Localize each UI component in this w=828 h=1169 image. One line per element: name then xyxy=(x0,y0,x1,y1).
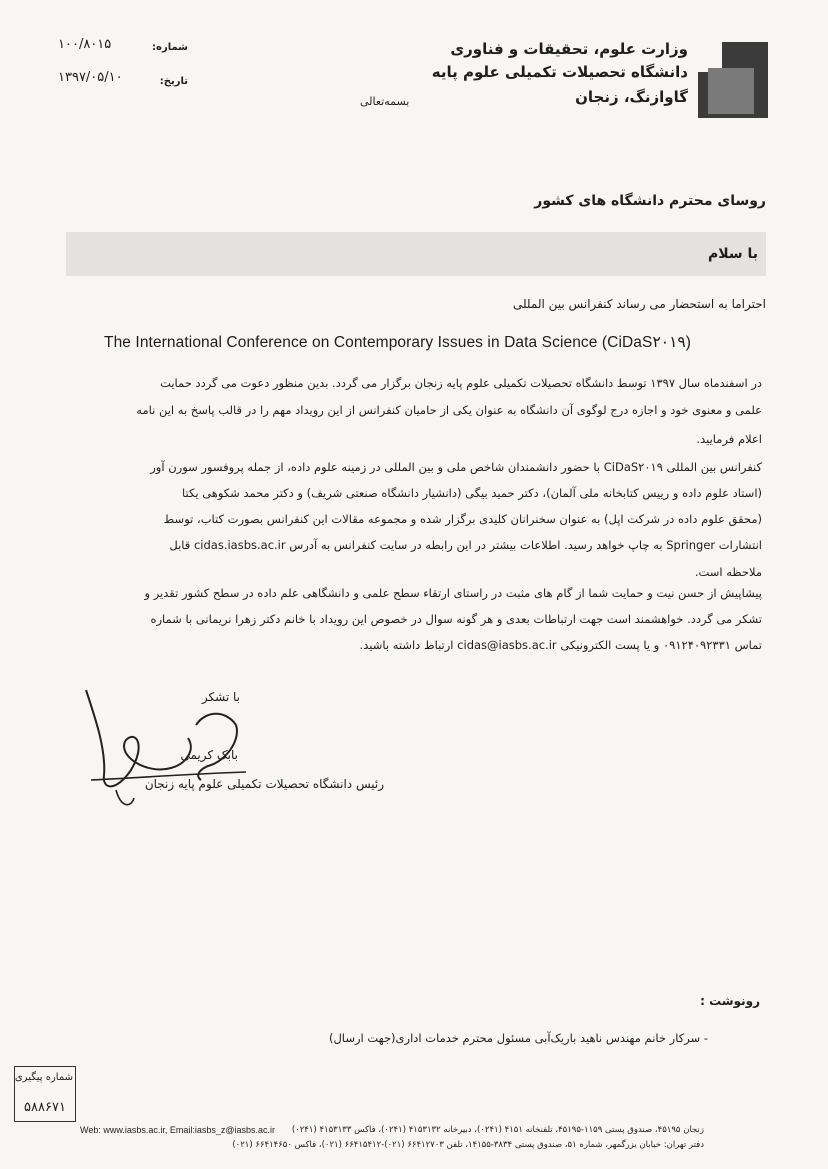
tracking-number: ۵۸۸۶۷۱ xyxy=(24,1100,66,1115)
number-value: ۱۰۰/۸۰۱۵ xyxy=(58,37,112,52)
cc-label: رونوشت : xyxy=(700,994,760,1008)
paragraph2-line: انتشارات Springer به چاپ خواهد رسید. اطلاعات بیشتر در این رابطه در سایت کنفرانس به آدرس cidas.iasbs.ac.ir قابل xyxy=(169,538,762,552)
greeting: با سلام xyxy=(707,246,758,262)
ministry-name: وزارت علوم، تحقیقات و فناوری xyxy=(450,40,688,58)
university-name: دانشگاه تحصیلات تکمیلی علوم پایه xyxy=(431,63,688,81)
closing: با تشکر xyxy=(201,690,240,704)
paragraph1-line: علمی و معنوی خود و اجازه درج لوگوی آن دانشگاه به عنوان یکی از حامیان کنفرانس از این رویداد مهم را در قالب پاسخ به این نامه xyxy=(136,403,762,417)
paragraph2-line: ملاحظه است. xyxy=(694,565,762,579)
cc-recipient: - سرکار خانم مهندس ناهید باریک‌آبی مسئول محترم خدمات اداری(جهت ارسال) xyxy=(328,1031,708,1045)
footer-address-zanjan: زنجان ۴۵۱۹۵، صندوق پستی ۱۱۵۹-۴۵۱۹۵، تلفنخانه ۴۱۵۱ (۰۲۴۱)، دبیرخانه ۴۱۵۳۱۳۲ (۰۲۴۱)، فاکس ۴۱۵۳۱۳۳ (۰۲۴۱) xyxy=(291,1125,704,1135)
footer-address-tehran: دفتر تهران: خیابان بزرگمهر، شماره ۵۱، صندوق پستی ۳۸۳۴-۱۴۱۵۵، تلفن ۶۶۴۱۲۷۰۳ (۰۲۱)-۶۶۴۱۵۴۱۲ (۰۲۱)، فاکس ۶۶۴۱۴۶۵۰ (۰۲۱) xyxy=(232,1140,704,1150)
bismillah: بسمه‌تعالی xyxy=(360,95,410,108)
paragraph2-line: کنفرانس بین المللی CiDaS۲۰۱۹ با حضور دانشمندان شاخص ملی و بین المللی در زمینه علوم داده، از جمله پروفسور سورن آور xyxy=(150,460,762,474)
university-location: گاوازنگ، زنجان xyxy=(575,88,688,106)
date-label: تاریخ: xyxy=(159,76,188,87)
paragraph1-line: در اسفندماه سال ۱۳۹۷ توسط دانشگاه تحصیلات تکمیلی علوم پایه زنجان برگزار می گردد. بدین منظور دعوت می گردد حمایت xyxy=(160,376,762,390)
signer-title: رئیس دانشگاه تحصیلات تکمیلی علوم پایه زنجان xyxy=(144,777,384,791)
paragraph3-line: پیشاپیش از حسن نیت و حمایت شما از گام های مثبت در راستای ارتقاء سطح علمی و دانشگاهی علم داده در سطح کشور تقدیر و xyxy=(144,586,762,600)
recipient-line: روسای محترم دانشگاه های کشور xyxy=(534,193,766,209)
footer-web-email: Web: www.iasbs.ac.ir, Email:iasbs_z@iasbs.ac.ir xyxy=(80,1125,276,1135)
paragraph3-line: تشکر می گردد. خواهشمند است جهت ارتباطات بعدی و هر گونه سوال در خصوص این رویداد با خانم دکتر زهرا نریمانی با شماره xyxy=(150,612,762,626)
university-logo-icon xyxy=(698,42,768,118)
greeting-band xyxy=(66,232,766,276)
conference-title: The International Conference on Contemporary Issues in Data Science (CiDaS۲۰۱۹) xyxy=(104,334,692,351)
paragraph2-line: (محقق علوم داده در شرکت اپل) به عنوان سخنرانان کلیدی برگزار شده و مجموعه مقالات این کنفرانس بصورت کتاب، توسط xyxy=(163,512,762,526)
intro-line: احتراما به استحضار می رساند کنفرانس بین المللی xyxy=(512,297,766,311)
date-value: ۱۳۹۷/۰۵/۱۰ xyxy=(58,70,123,85)
signer-name: بابک کریمی xyxy=(180,748,238,762)
tracking-label: شماره پیگیری xyxy=(14,1072,73,1083)
paragraph3-line: تماس ۰۹۱۲۴۰۹۲۳۳۱ و یا پست الکترونیکی cidas@iasbs.ac.ir ارتباط داشته باشید. xyxy=(359,638,762,652)
paragraph1-line: اعلام فرمایید. xyxy=(696,432,762,446)
paragraph2-line: (استاد علوم داده و رییس کتابخانه ملی آلمان)، دکتر حمید بیگی (دانشیار دانشگاه صنعتی شریف) و دکتر محمد شکوهی یکتا xyxy=(182,486,762,500)
number-label: شماره: xyxy=(152,42,188,53)
